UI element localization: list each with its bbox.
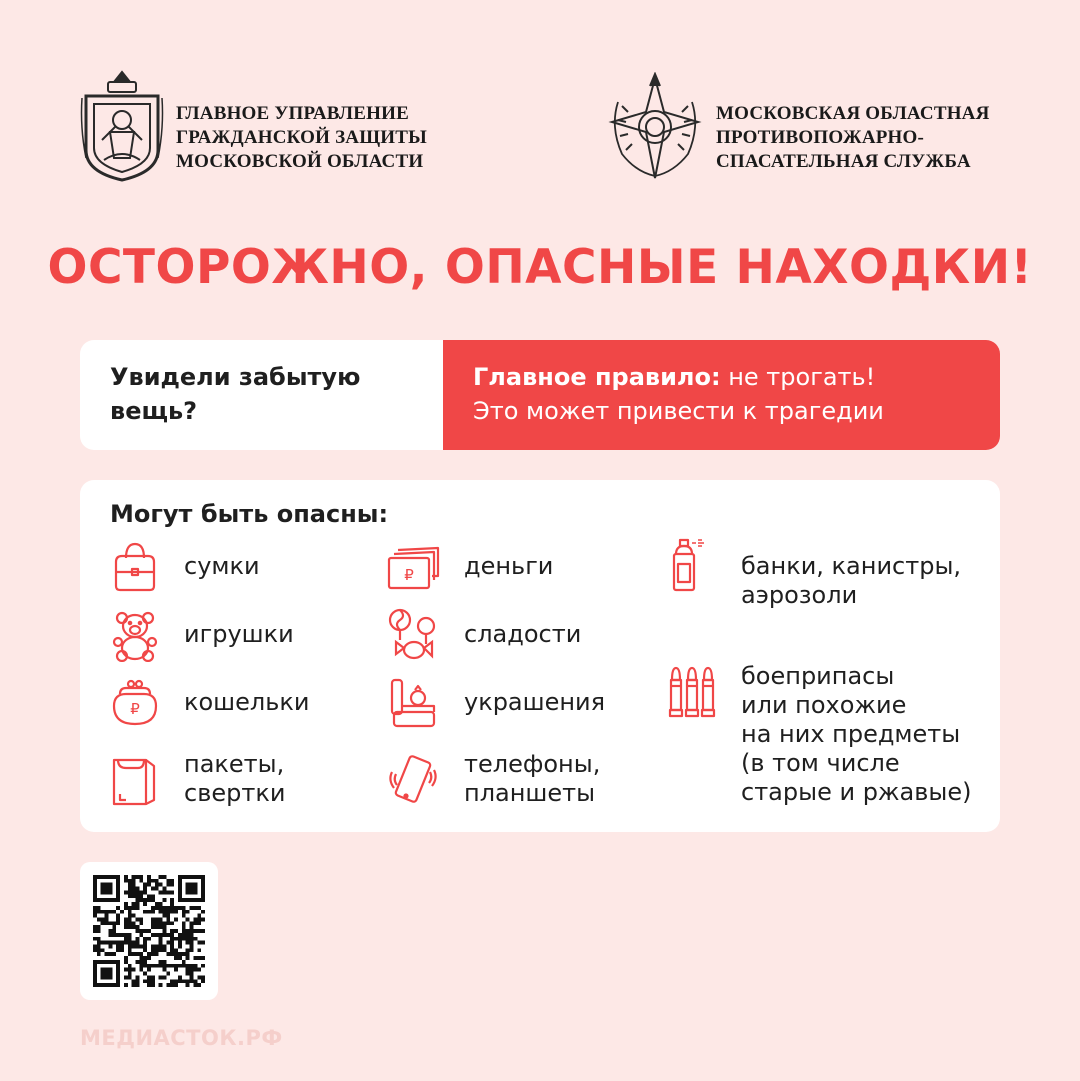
rule-line-1: [473, 360, 884, 394]
question-line-2: вещь?: [110, 397, 198, 425]
moscow-oblast-coat-of-arms-icon: [80, 68, 164, 184]
paper-bag-icon: [108, 754, 162, 808]
danger-item-label: украшения: [464, 688, 606, 716]
danger-item-jewelry: [464, 688, 605, 717]
footer-watermark: МЕДИАСТОК.РФ: [80, 1026, 283, 1050]
right-org-name: [716, 102, 990, 174]
rule-line-2: Это может привести к трагедии: [473, 397, 884, 425]
danger-item-phones: [464, 750, 600, 808]
danger-item-bags: [184, 552, 260, 581]
danger-item-ammunition: [741, 662, 971, 807]
right-org-line-2: ПРОТИВОПОЖАРНО-: [716, 127, 925, 148]
danger-item-money: [464, 552, 553, 581]
danger-item-label: пакеты,: [184, 750, 285, 778]
qr-code-icon[interactable]: [93, 875, 205, 987]
dangers-card: [80, 480, 1000, 832]
svg-text:₽: ₽: [404, 566, 414, 584]
danger-item-packages: [184, 750, 285, 808]
qr-code-card[interactable]: [80, 862, 218, 1000]
danger-item-label: планшеты: [464, 779, 596, 807]
rule-card: [80, 340, 1000, 450]
purse-icon: [108, 676, 162, 730]
right-org-line-1: МОСКОВСКАЯ ОБЛАСТНАЯ: [716, 103, 990, 124]
handbag-icon: [108, 540, 162, 594]
danger-item-label: банки, канистры,: [741, 552, 962, 580]
danger-item-label: сумки: [184, 552, 260, 580]
left-org-name: [176, 102, 427, 174]
rule-bold: Главное правило:: [473, 363, 721, 391]
main-rule-text: [473, 360, 884, 428]
danger-item-label: на них предметы: [741, 720, 961, 748]
question-line-1: Увидели забытую: [110, 363, 361, 391]
danger-item-label: игрушки: [184, 620, 294, 648]
rule-rest: не трогать!: [720, 363, 876, 391]
money-icon: [386, 542, 440, 596]
danger-item-label: свертки: [184, 779, 286, 807]
danger-item-sweets: [464, 620, 581, 649]
dangers-heading: Могут быть опасны:: [110, 500, 389, 528]
danger-item-label: кошельки: [184, 688, 310, 716]
fire-rescue-service-emblem-icon: [606, 72, 704, 184]
danger-item-label: боеприпасы: [741, 662, 895, 690]
danger-item-purses: [184, 688, 309, 717]
danger-item-label: деньги: [464, 552, 554, 580]
danger-item-label: телефоны,: [464, 750, 601, 778]
left-org-line-3: МОСКОВСКОЙ ОБЛАСТИ: [176, 151, 424, 172]
candy-icon: [386, 608, 440, 662]
right-org-line-3: СПАСАТЕЛЬНАЯ СЛУЖБА: [716, 151, 971, 172]
question-text: [110, 360, 430, 428]
phone-icon: [386, 752, 440, 806]
danger-item-label: (в том числе: [741, 749, 900, 777]
aerosol-can-icon: [666, 538, 720, 592]
left-org-line-2: ГРАЖДАНСКОЙ ЗАЩИТЫ: [176, 127, 427, 148]
danger-item-label: сладости: [464, 620, 582, 648]
ammunition-icon: [666, 666, 720, 720]
danger-item-label: или похожие: [741, 691, 907, 719]
ring-box-icon: [386, 676, 440, 730]
page-title: ОСТОРОЖНО, ОПАСНЫЕ НАХОДКИ!: [47, 240, 1033, 295]
danger-item-cans: [741, 552, 961, 610]
teddy-bear-icon: [108, 608, 162, 662]
danger-item-label: аэрозоли: [741, 581, 858, 609]
svg-text:₽: ₽: [130, 700, 140, 718]
danger-item-label: старые и ржавые): [741, 778, 972, 806]
left-org-line-1: ГЛАВНОЕ УПРАВЛЕНИЕ: [176, 103, 409, 124]
main-rule-box: [443, 340, 1000, 450]
danger-item-toys: [184, 620, 294, 649]
